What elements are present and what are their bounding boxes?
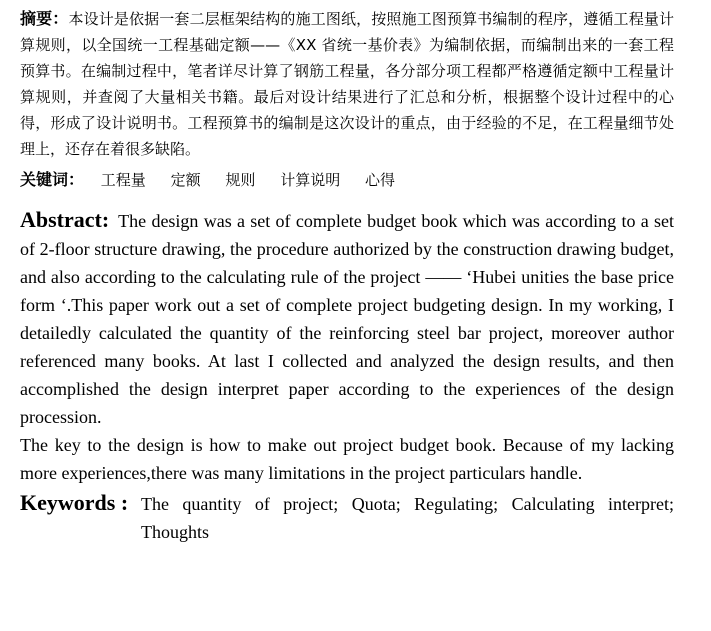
- chinese-keywords: [20, 167, 674, 193]
- english-abstract-paragraph-1: [20, 206, 674, 431]
- chinese-keyword: 规则: [225, 171, 256, 189]
- english-keywords-label: Keywords :: [20, 490, 129, 515]
- chinese-abstract-text: 本设计是依据一套二层框架结构的施工图纸，按照施工图预算书编制的程序，遵循工程量计算规则，以全国统一工程基础定额——《XX 省统一基价表》为编制依据，而编制出来的一套工程预算书。在编制过程中，笔者详尽计算了钢筋工程量，各分部分项工程都严格遵循定额中工程量计算规则，并查阅了大量相关书籍。最后对设计结果进行了汇总和分析，根据整个设计过程中的心得，形成了设计说明书。工程预算书的编制是这次设计的重点，由于经验的不足，在工程量细节处理上，还存在着很多缺陷。: [20, 10, 674, 158]
- chinese-abstract: [20, 6, 674, 162]
- document-page: [20, 6, 674, 546]
- chinese-keywords-label: 关键词：: [20, 170, 85, 189]
- chinese-keyword: 定额: [170, 171, 201, 189]
- chinese-keyword: 计算说明: [280, 171, 341, 189]
- english-abstract-text-1: The design was a set of complete budget book which was according to a set of 2-floor structure drawing, the procedure authorized by the construction drawing budget, and also according to the calculating rule of the project —— ‘Hubei unities the base price form ‘.This paper work out a set of complete project budgeting design. In my working, I detailedly calculated the quantity of the reinforcing steel bar project, moreover author referenced many books. At last I collected and analyzed the design results, and then accomplished the design interpret paper according to the experiences of the design procession.: [20, 211, 674, 427]
- chinese-keyword: 心得: [364, 171, 395, 189]
- english-keywords-text: The quantity of project; Quota; Regulating; Calculating interpret; Thoughts: [141, 494, 674, 542]
- chinese-abstract-label: 摘要：: [20, 9, 69, 28]
- english-abstract: [20, 206, 674, 487]
- english-keywords: [20, 489, 674, 546]
- chinese-keyword: 工程量: [100, 171, 146, 189]
- english-abstract-label: Abstract:: [20, 207, 110, 232]
- english-abstract-paragraph-2: The key to the design is how to make out project budget book. Because of my lacking more experiences,there was many limitations in the project particulars handle.: [20, 435, 674, 483]
